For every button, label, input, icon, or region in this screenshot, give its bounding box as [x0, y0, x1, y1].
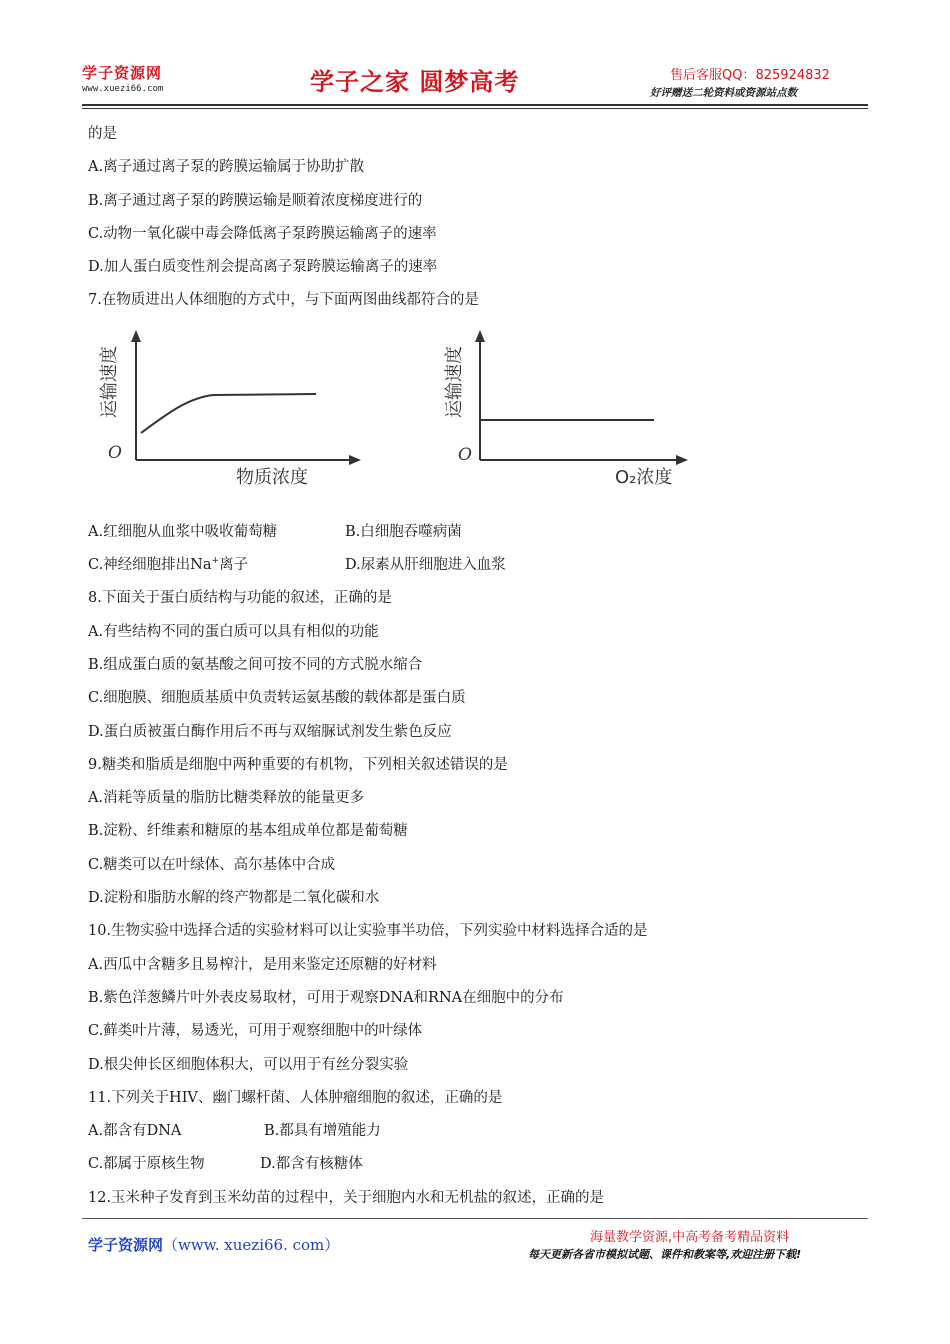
- q11-option-c: C.都属于原核生物: [88, 1156, 205, 1173]
- q7-option-b: B.白细胞吞噬病菌: [345, 523, 462, 540]
- q9-stem: 9.糖类和脂质是细胞中两种重要的有机物，下列相关叙述错误的是: [88, 756, 508, 773]
- q11-stem: 11.下列关于HIV、幽门螺杆菌、人体肿瘤细胞的叙述，正确的是: [88, 1089, 503, 1106]
- right-x-arrow: [676, 455, 688, 465]
- q11-options-row2: [88, 1148, 878, 1181]
- right-origin: O: [458, 444, 472, 465]
- header-divider: [82, 104, 868, 106]
- q6-option-c: C.动物一氧化碳中毒会降低离子泵跨膜运输离子的速率: [88, 225, 437, 242]
- q11-options-row1: [88, 1115, 878, 1148]
- footer-brand[interactable]: [88, 1234, 339, 1255]
- q7-graphs: [88, 318, 708, 516]
- q10-option-b: B.紫色洋葱鳞片叶外表皮易取材，可用于观察DNA和RNA在细胞中的分布: [88, 989, 564, 1006]
- left-ylabel: 运输速度: [99, 345, 120, 418]
- q7-option-c: [88, 549, 345, 582]
- graph-right: [444, 330, 688, 488]
- right-ylabel: 运输速度: [444, 345, 465, 418]
- q8-option-d: D.蛋白质被蛋白酶作用后不再与双缩脲试剂发生紫色反应: [88, 723, 452, 740]
- q7-option-c-sup: +: [211, 556, 220, 567]
- footer-notice: 每天更新各省市模拟试题、课件和教案等,欢迎注册下载!: [528, 1248, 802, 1261]
- q11-option-a: A.都含有DNA: [88, 1123, 182, 1140]
- logo-url: www.xuezi66.com: [82, 84, 164, 94]
- q7-option-d: D.尿素从肝细胞进入血浆: [345, 557, 506, 574]
- q7-option-a: A.红细胞从血浆中吸收葡萄糖: [88, 523, 278, 540]
- header-divider-thin: [82, 108, 868, 109]
- q8-stem: 8.下面关于蛋白质结构与功能的叙述，正确的是: [88, 590, 392, 607]
- q8-option-b: B.组成蛋白质的氨基酸之间可按不同的方式脱水缩合: [88, 656, 423, 673]
- header-slogan: 好评赠送二轮资料或资源站点数: [650, 87, 797, 99]
- q9-option-b: B.淀粉、纤维素和糖原的基本组成单位都是葡萄糖: [88, 823, 408, 840]
- logo-text: 学子资源网: [82, 64, 163, 82]
- q7-figure: [88, 318, 878, 516]
- q8-option-c: C.细胞膜、细胞质基质中负责转运氨基酸的载体都是蛋白质: [88, 690, 466, 707]
- site-logo[interactable]: [82, 62, 163, 94]
- footer-promo: 海量教学资源,中高考备考精品资料: [590, 1230, 790, 1245]
- q7-option-c-prefix: C.神经细胞排出Na: [88, 557, 212, 574]
- footer-brand-name: 学子资源网: [88, 1236, 164, 1254]
- q8-option-a: A.有些结构不同的蛋白质可以具有相似的功能: [88, 623, 379, 640]
- q9-option-c: C.糖类可以在叶绿体、高尔基体中合成: [88, 856, 336, 873]
- footer-url: （www. xuezi66. com）: [163, 1236, 340, 1254]
- header-qq: 售后客服QQ：825924832: [670, 68, 830, 83]
- q9-option-a: A.消耗等质量的脂肪比糖类释放的能量更多: [88, 790, 365, 807]
- document-body: [88, 118, 878, 1215]
- left-x-arrow: [349, 455, 361, 465]
- q6-option-b: B.离子通过离子泵的跨膜运输是顺着浓度梯度进行的: [88, 192, 423, 209]
- q10-option-c: C.藓类叶片薄，易透光，可用于观察细胞中的叶绿体: [88, 1023, 423, 1040]
- right-xlabel: O₂浓度: [615, 466, 673, 488]
- q10-option-a: A.西瓜中含糖多且易榨汁，是用来鉴定还原糖的好材料: [88, 956, 437, 973]
- q11-option-d: D.都含有核糖体: [260, 1156, 363, 1173]
- header-title: 学子之家 圆梦高考: [310, 68, 520, 96]
- q9-option-d: D.淀粉和脂肪水解的终产物都是二氧化碳和水: [88, 890, 380, 907]
- footer-divider: [82, 1218, 868, 1219]
- q6-option-a: A.离子通过离子泵的跨膜运输属于协助扩散: [88, 159, 365, 176]
- left-y-arrow: [131, 330, 141, 342]
- q6-option-d: D.加人蛋白质变性剂会提高离子泵跨膜运输离子的速率: [88, 259, 438, 276]
- left-origin: O: [108, 442, 122, 463]
- q11-option-b: B.都具有增殖能力: [264, 1123, 381, 1140]
- q7-options-row2: [88, 549, 878, 582]
- q10-option-d: D.根尖伸长区细胞体积大，可以用于有丝分裂实验: [88, 1056, 409, 1073]
- q7-options-row1: [88, 516, 878, 549]
- text-line: 的是: [88, 126, 117, 142]
- graph-left: [99, 330, 361, 488]
- left-xlabel: 物质浓度: [236, 466, 308, 488]
- right-y-arrow: [475, 330, 485, 342]
- q10-stem: 10.生物实验中选择合适的实验材料可以让实验事半功倍，下列实验中材料选择合适的是: [88, 923, 648, 940]
- left-curve: [141, 394, 316, 433]
- q7-stem: 7.在物质进出人体细胞的方式中，与下面两图曲线都符合的是: [88, 292, 479, 309]
- q7-option-c-suffix: 离子: [219, 557, 249, 574]
- q12-stem: 12.玉米种子发育到玉米幼苗的过程中，关于细胞内水和无机盐的叙述，正确的是: [88, 1189, 605, 1206]
